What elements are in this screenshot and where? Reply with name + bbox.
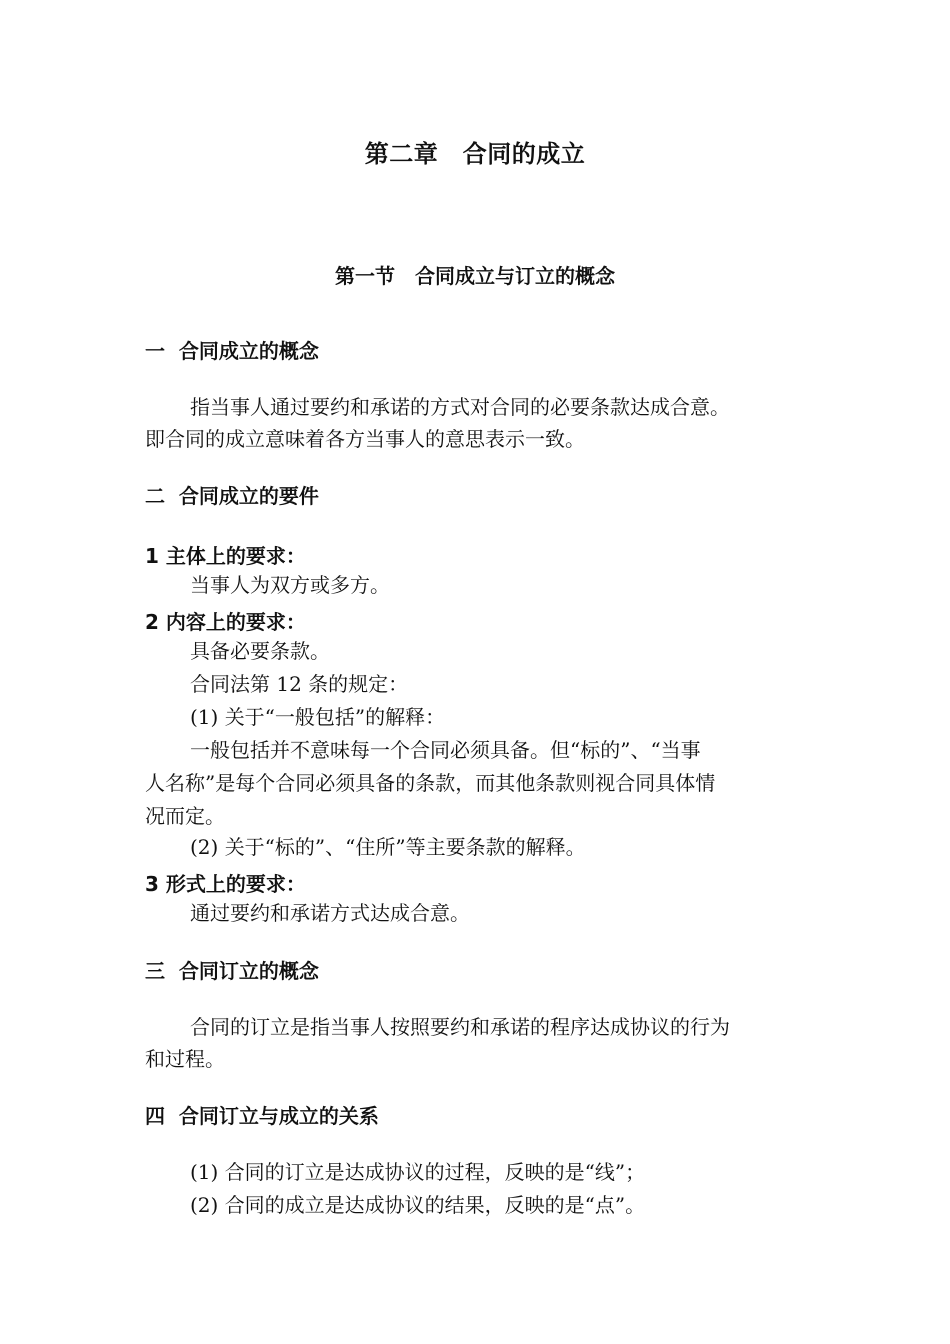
requirement1-label: 1 主体上的要求： [145,544,306,568]
requirement2-item1: (1) 关于“一般包括”的解释： [190,705,446,729]
requirement3-label: 3 形式上的要求： [145,872,306,896]
requirement2-item2: (2) 关于“标的”、“住所”等主要条款的解释。 [190,835,586,859]
part3-heading: 三 合同订立的概念 [145,959,319,983]
requirement3-text: 通过要约和承诺方式达成合意。 [190,901,470,925]
requirement2-item1-para-line2: 人名称”是每个合同必须具备的条款，而其他条款则视合同具体情 [145,771,716,795]
requirement2-text1: 具备必要条款。 [190,639,330,663]
requirement2-item1-para-line3: 况而定。 [145,804,225,828]
part4-item1: (1) 合同的订立是达成协议的过程，反映的是“线”； [190,1160,646,1184]
part4-item2: (2) 合同的成立是达成协议的结果，反映的是“点”。 [190,1193,646,1217]
part4-heading: 四 合同订立与成立的关系 [145,1104,379,1128]
section-title: 第一节 合同成立与订立的概念 [335,264,615,288]
part2-heading: 二 合同成立的要件 [145,484,319,508]
part3-paragraph-line2: 和过程。 [145,1047,225,1071]
part1-paragraph-line1: 指当事人通过要约和承诺的方式对合同的必要条款达成合意。 [190,395,730,419]
part1-heading: 一 合同成立的概念 [145,339,319,363]
requirement1-text: 当事人为双方或多方。 [190,573,390,597]
chapter-title: 第二章 合同的成立 [364,140,586,168]
part3-paragraph-line1: 合同的订立是指当事人按照要约和承诺的程序达成协议的行为 [190,1015,730,1039]
requirement2-item1-para-line1: 一般包括并不意味每一个合同必须具备。但“标的”、“当事 [190,738,701,762]
part1-paragraph-line2: 即合同的成立意味着各方当事人的意思表示一致。 [145,427,585,451]
requirement2-label: 2 内容上的要求： [145,610,306,634]
requirement2-text2: 合同法第 12 条的规定： [190,672,409,696]
